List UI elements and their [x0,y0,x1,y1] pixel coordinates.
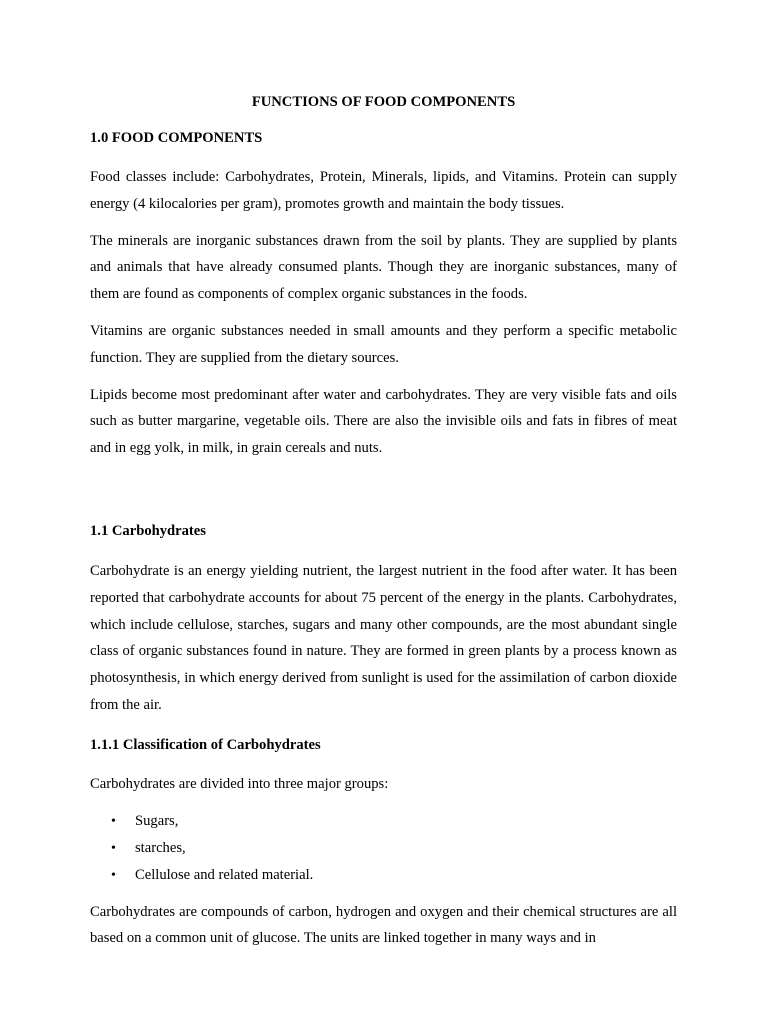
paragraph-vitamins: Vitamins are organic substances needed in small amounts and they perform a specific metabolic function. They are supplied from the dietary sources. [90,322,677,366]
paragraph-lipids: Lipids become most predominant after water and carbohydrates. They are very visible fats and oils such as butter margarine, vegetable oils. There are also the invisible oils and fats in fibres of meat and in egg yolk, in milk, in grain cereals and nuts. [90,386,677,457]
paragraph-groups-intro: Carbohydrates are divided into three major groups: [90,775,389,792]
paragraph-carbohydrates: Carbohydrate is an energy yielding nutrient, the largest nutrient in the food after water. It has been reported that carbohydrate accounts for about 75 percent of the energy in the plants. Carbohydrates, which include cellulose, starches, sugars and many other compounds, are the most abundant single class of organic substances found in nature. They are formed in green plants by a process known as photosynthesis, in which energy derived from sunlight is used for the assimilation of carbon dioxide from the air. [90,562,677,713]
document-title: FUNCTIONS OF FOOD COMPONENTS [251,94,516,110]
list-item-text: Sugars, [135,812,179,829]
carbohydrate-groups-list [90,808,677,889]
paragraph-food-classes: Food classes include: Carbohydrates, Protein, Minerals, lipids, and Vitamins. Protein can supply energy (4 kilocalories per gram), promotes growth and maintain the body tissues. [90,169,677,212]
paragraph-minerals: The minerals are inorganic substances drawn from the soil by plants. They are supplied by plants and animals that have already consumed plants. Though they are inorganic substances, many of them are found as components of complex organic substances in the foods. [90,232,677,303]
paragraph-carbohydrate-structure: Carbohydrates are compounds of carbon, hydrogen and oxygen and their chemical structures are all based on a common unit of glucose. The units are linked together in many ways and in [90,903,677,947]
list-item-text: starches, [135,839,186,856]
list-item [90,862,677,889]
bullet-icon: • [111,813,116,829]
heading-classification-of-carbohydrates: 1.1.1 Classification of Carbohydrates [90,736,321,753]
document-body [90,92,677,952]
bullet-icon: • [111,867,116,883]
list-item [90,808,677,835]
heading-carbohydrates: 1.1 Carbohydrates [90,522,206,539]
list-item-text: Cellulose and related material. [135,866,314,883]
bullet-icon: • [111,840,116,856]
heading-food-components: 1.0 FOOD COMPONENTS [90,130,263,146]
list-item [90,835,677,862]
